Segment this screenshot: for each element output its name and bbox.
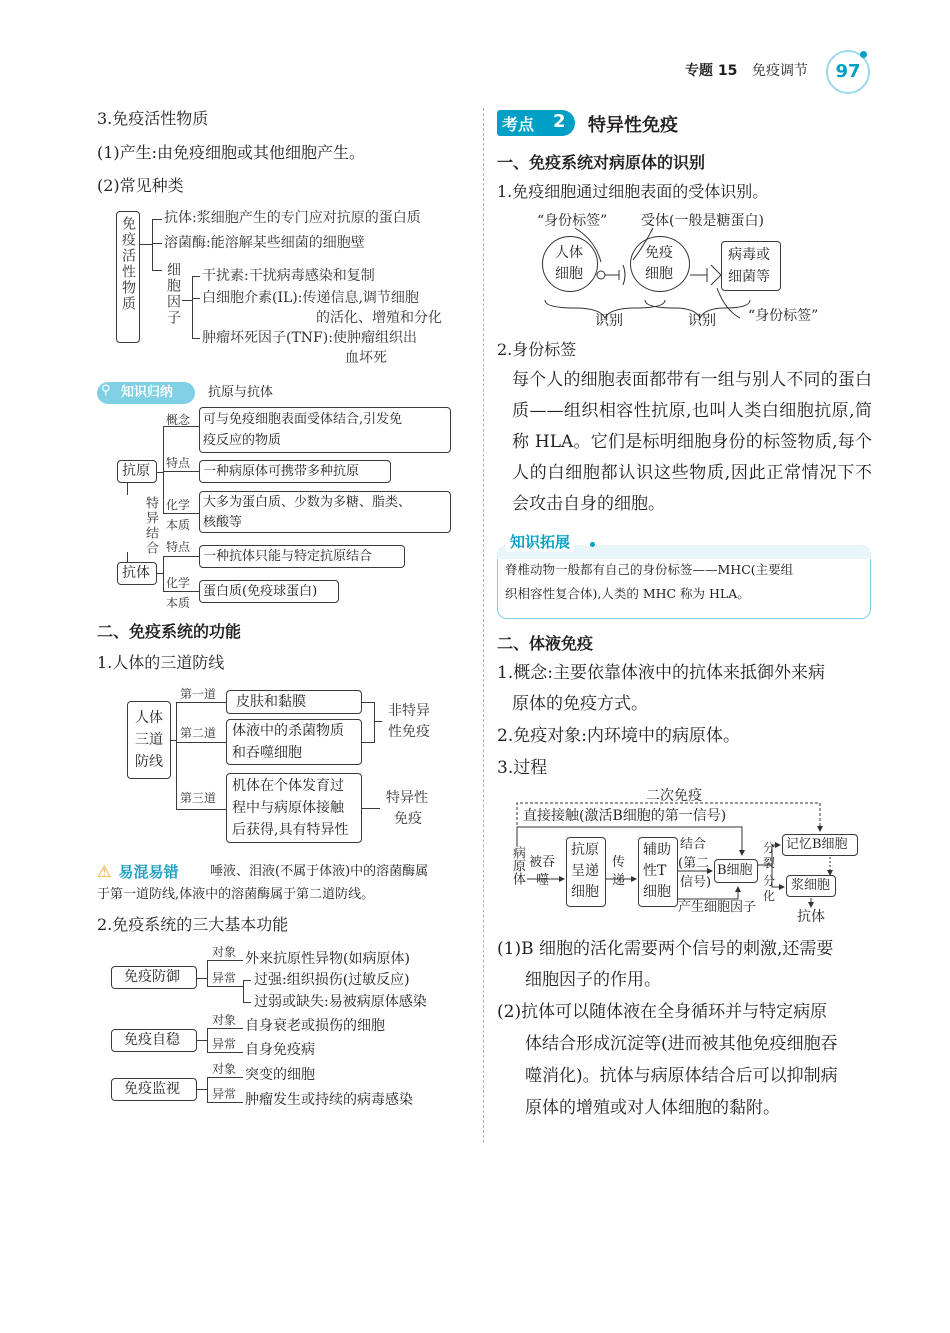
defense-root-1: 人体 (135, 710, 163, 726)
div-3: 分 (763, 874, 776, 888)
ab-chem-text: 蛋白质(免疫球蛋白) (203, 584, 318, 599)
summary-tag-label: 知识归纳 (121, 385, 174, 400)
humoral-section-title: 二、体液免疫 (497, 634, 594, 653)
substance-lysozyme: 溶菌酶:能溶解某些细菌的细胞壁 (164, 235, 365, 251)
cytokine-ifn: 干扰素:干扰病毒感染和复制 (202, 268, 375, 284)
antibody-label: 抗体 (122, 565, 150, 581)
chem-box (199, 491, 451, 533)
transfer-2: 递 (612, 873, 626, 888)
receptor-label: 受体(一般是糖蛋白) (641, 213, 764, 229)
surv-obj: 突变的细胞 (245, 1067, 315, 1083)
ab-chem-box (199, 580, 339, 603)
defense-root-3: 防线 (135, 754, 163, 770)
ab-feature-text: 一种抗体只能与特定抗原结合 (203, 549, 373, 564)
note2-line3: 噬消化)。抗体与病原体结合后可以抑制病 (525, 1066, 838, 1086)
s3-item1: (1)产生:由免疫细胞或其他细胞产生。 (97, 143, 366, 162)
substance-root: 免疫活性物质 (120, 216, 136, 312)
header-topic: 专题 15 (685, 63, 738, 79)
warning-tag (97, 861, 178, 882)
ab-chem-label-2: 本质 (166, 596, 191, 610)
apc-1: 抗原 (571, 842, 599, 858)
human-cell-1: 人体 (555, 245, 583, 261)
specific-binding: 特异结合 (143, 496, 158, 556)
substance-root-box (116, 211, 140, 343)
specific-2: 免疫 (394, 811, 422, 827)
defense-obj: 外来抗原性异物(如病原体) (245, 951, 410, 967)
apc-3: 细胞 (571, 884, 599, 900)
extension-text-2: 织相容性复合体),人类的 MHC 称为 HLA。 (505, 586, 750, 601)
note2-line1: (2)抗体可以随体液在全身循环并与特定病原 (497, 1002, 828, 1022)
concept-label: 概念 (166, 413, 191, 427)
recognize-1: 识别 (595, 313, 623, 329)
concept-box (199, 407, 451, 453)
pathogen-2: 细菌等 (728, 269, 770, 285)
div-2: 裂 (763, 856, 776, 870)
warning-text-2: 于第一道防线,体液中的溶菌酶属于第二道防线。 (97, 887, 375, 902)
stability-box (111, 1029, 197, 1052)
extension-text-1: 脊椎动物一般都有自己的身份标签——MHC(主要组 (505, 562, 794, 577)
secondary-immunity: 二次免疫 (646, 788, 702, 804)
chem-text-2: 核酸等 (203, 515, 243, 530)
bind-1: 结合 (680, 837, 707, 852)
cytokine-produce: 产生细胞因子 (678, 900, 757, 915)
transfer-1: 传 (612, 855, 626, 870)
div-1: 分 (763, 841, 776, 855)
first-line-box (226, 690, 362, 714)
third-line-label: 第三道 (180, 791, 217, 805)
memory-b: 记忆B细胞 (786, 837, 848, 852)
page-number: 97 (835, 61, 861, 82)
ab-chem-label-1: 化学 (166, 576, 191, 590)
page-dot-icon (860, 51, 867, 58)
b-cell: B细胞 (717, 863, 753, 878)
substance-antibody: 抗体:浆细胞产生的专门应对抗原的蛋白质 (164, 210, 421, 226)
defense-box (111, 966, 197, 989)
third-line-text-1: 机体在个体发育过 (232, 778, 344, 794)
id-tag-title: 2.身份标签 (497, 340, 577, 359)
extension-dot-icon (590, 542, 595, 547)
surv-abn: 肿瘤发生或持续的病毒感染 (245, 1092, 413, 1108)
nonspecific-2: 性免疫 (388, 724, 430, 740)
id-tag-left: “身份标签” (537, 213, 608, 229)
humoral-process-title: 3.过程 (497, 758, 548, 778)
antibody-output: 抗体 (797, 909, 825, 925)
feature-text: 一种病原体可携带多种抗原 (203, 464, 360, 479)
three-lines-title: 1.人体的三道防线 (97, 653, 225, 672)
second-line-text-2: 和吞噬细胞 (232, 745, 302, 761)
note1-line1: (1)B 细胞的活化需要两个信号的刺激,还需要 (497, 939, 834, 959)
id-tag-paragraph: 每个人的细胞表面都带有一组与别人不同的蛋白质——组织相容性抗原,也叫人类白细胞抗原,简称 HLA。它们是标明细胞身份的标签物质,每个人的白细胞都认识这些物质,因此正常情况下不会攻击自身的细胞。 (512, 370, 872, 514)
bind-2: (第二 (678, 856, 710, 871)
recognition-item1: 1.免疫细胞通过细胞表面的受体识别。 (497, 182, 769, 201)
defense-label: 免疫防御 (124, 969, 180, 985)
surv-obj-label: 对象 (212, 1062, 237, 1076)
engulf-2: 噬 (536, 873, 550, 888)
first-line-label: 第一道 (180, 687, 217, 701)
func-section-title: 二、免疫系统的功能 (97, 622, 242, 641)
kaodian-label: 考点 (502, 115, 535, 134)
surveillance-label: 免疫监视 (124, 1081, 180, 1097)
div-4: 化 (763, 889, 776, 903)
id-tag-right: “身份标签” (748, 308, 819, 324)
third-line-text-3: 后获得,具有特异性 (232, 822, 349, 838)
s3-item2: (2)常见种类 (97, 176, 184, 195)
antigen-box (117, 460, 157, 483)
kaodian-tag (497, 110, 577, 136)
warning-text-1: 唾液、泪液(不属于体液)中的溶菌酶属 (210, 864, 429, 879)
ab-feature-box (199, 545, 405, 568)
stability-label: 免疫自稳 (124, 1032, 180, 1048)
apc-2: 呈递 (571, 863, 599, 879)
recognition-section-title: 一、免疫系统对病原体的识别 (497, 153, 706, 172)
kaodian-num: 2 (553, 111, 566, 132)
second-line-text-1: 体液中的杀菌物质 (232, 723, 344, 739)
direct-contact: 直接接触(激活B细胞的第一信号) (523, 808, 727, 824)
header-title: 免疫调节 (752, 63, 808, 79)
immune-cell-1: 免疫 (645, 245, 673, 261)
extension-tag: 知识拓展 (506, 531, 574, 552)
chem-label-2: 本质 (166, 518, 191, 532)
surveillance-box (111, 1078, 197, 1101)
antibody-box (117, 562, 157, 585)
defense-root-box (127, 701, 171, 779)
concept-text-2: 疫反应的物质 (203, 433, 282, 448)
first-line-text: 皮肤和黏膜 (236, 694, 306, 710)
cytokine-tnf-1: 肿瘤坏死因子(TNF):使肿瘤组织出 (202, 330, 417, 346)
humoral-concept-2: 原体的免疫方式。 (512, 694, 648, 714)
note2-line4: 原体的增殖或对人体细胞的黏附。 (525, 1098, 780, 1118)
stability-obj-label: 对象 (212, 1013, 237, 1027)
human-cell-2: 细胞 (555, 266, 583, 282)
defense-obj-label: 对象 (212, 945, 237, 959)
cytokine-tnf-2: 血坏死 (345, 350, 387, 366)
warning-tag-label: 易混易错 (118, 863, 179, 881)
concept-text-1: 可与免疫细胞表面受体结合,引发免 (203, 412, 403, 427)
specific-1: 特异性 (386, 790, 428, 806)
bind-3: 信号) (680, 875, 712, 890)
stability-abn-label: 异常 (212, 1037, 237, 1051)
humoral-target: 2.免疫对象:内环境中的病原体。 (497, 726, 740, 746)
summary-title: 抗原与抗体 (208, 385, 274, 400)
feature-box (199, 460, 391, 483)
summary-tag (97, 382, 195, 404)
surv-abn-label: 异常 (212, 1087, 237, 1101)
nonspecific-1: 非特异 (388, 703, 430, 719)
antigen-label: 抗原 (122, 463, 150, 479)
note2-line2: 体结合形成沉淀等(进而被其他免疫细胞吞 (525, 1034, 838, 1054)
lightbulb-icon: ⚲ (101, 383, 111, 398)
note1-line2: 细胞因子的作用。 (525, 970, 661, 990)
pathogen-1: 病毒或 (728, 247, 770, 263)
three-funcs-title: 2.免疫系统的三大基本功能 (97, 915, 289, 934)
kaodian-title: 特异性免疫 (588, 115, 678, 136)
s3-title: 3.免疫活性物质 (97, 109, 209, 128)
cytokine-il-2: 的活化、增殖和分化 (316, 310, 442, 326)
th-3: 细胞 (643, 884, 671, 900)
plasma-cell: 浆细胞 (791, 878, 831, 893)
second-line-label: 第二道 (180, 726, 217, 740)
third-line-box (226, 773, 362, 843)
stability-abn: 自身免疫病 (245, 1042, 315, 1058)
humoral-concept-1: 1.概念:主要依靠体液中的抗体来抵御外来病 (497, 663, 825, 683)
pathogen-label: 病原体 (510, 846, 525, 885)
immune-cell-2: 细胞 (645, 266, 673, 282)
humoral-connectors (500, 795, 870, 925)
second-line-box (226, 719, 362, 765)
ab-feature-label: 特点 (166, 540, 191, 554)
engulf-1: 被吞 (529, 855, 556, 870)
defense-root-2: 三道 (135, 732, 163, 748)
th-1: 辅助 (643, 842, 671, 858)
warning-icon: ⚠ (97, 862, 112, 881)
defense-weak: 过弱或缺失:易被病原体感染 (254, 994, 427, 1010)
cytokine-il-1: 白细胞介素(IL):传递信息,调节细胞 (202, 290, 419, 306)
defense-strong: 过强:组织损伤(过敏反应) (254, 972, 410, 988)
feature-label: 特点 (166, 456, 191, 470)
defense-abn-label: 异常 (212, 971, 237, 985)
recognize-2: 识别 (688, 313, 716, 329)
substance-cytokine: 细胞因子 (165, 262, 181, 326)
chem-text-1: 大多为蛋白质、少数为多糖、脂类、 (203, 495, 412, 510)
third-line-text-2: 程中与病原体接触 (232, 800, 344, 816)
column-divider (483, 108, 484, 1143)
th-2: 性T (643, 863, 667, 879)
chem-label-1: 化学 (166, 498, 191, 512)
stability-obj: 自身衰老或损伤的细胞 (245, 1018, 385, 1034)
